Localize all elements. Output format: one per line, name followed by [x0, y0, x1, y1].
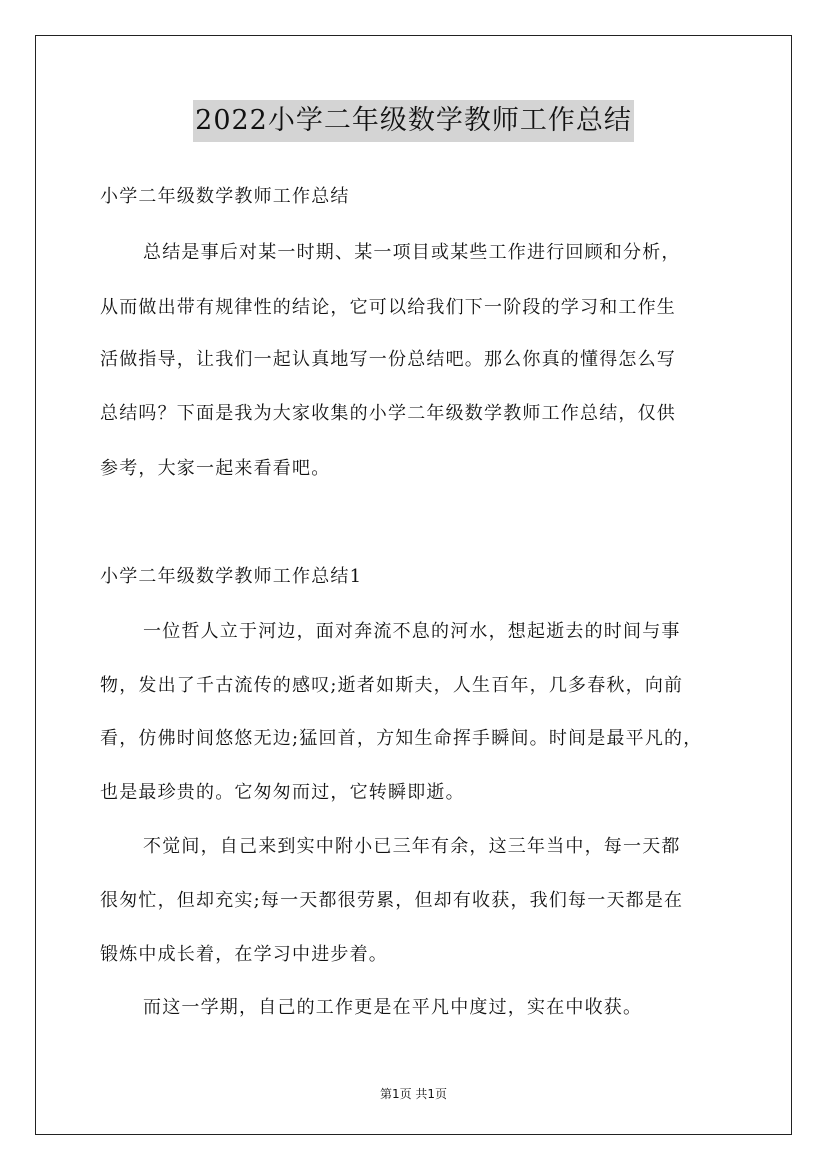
paragraph-line: 很匆忙，但却充实;每一天都很劳累，但却有收获，我们每一天都是在 — [100, 890, 684, 911]
page-footer: 第1页 共1页 — [379, 1087, 448, 1101]
paragraph-line: 锻炼中成长着，在学习中进步着。 — [100, 944, 388, 965]
paragraph-line: 总结吗？下面是我为大家收集的小学二年级数学教师工作总结，仅供 — [100, 403, 676, 424]
section-heading: 小学二年级数学教师工作总结1 — [100, 566, 363, 587]
paragraph-line: 看，仿佛时间悠悠无边;猛回首，方知生命挥手瞬间。时间是最平凡的， — [100, 728, 703, 749]
paragraph-line: 活做指导，让我们一起认真地写一份总结吧。那么你真的懂得怎么写 — [100, 349, 676, 370]
paragraph-line: 参考，大家一起来看看吧。 — [100, 458, 331, 479]
section-heading: 小学二年级数学教师工作总结 — [100, 186, 350, 207]
paragraph-line: 而这一学期，自己的工作更是在平凡中度过，实在中收获。 — [143, 997, 643, 1018]
paragraph-line: 物，发出了千古流传的感叹;逝者如斯夫，人生百年，几多春秋，向前 — [100, 675, 684, 696]
title-container — [0, 100, 827, 142]
paragraph-line: 从而做出带有规律性的结论，它可以给我们下一阶段的学习和工作生 — [100, 297, 676, 318]
paragraph-line: 总结是事后对某一时期、某一项目或某些工作进行回顾和分析， — [143, 242, 681, 263]
paragraph-line: 一位哲人立于河边，面对奔流不息的河水，想起逝去的时间与事 — [143, 621, 681, 642]
paragraph-line: 不觉间，自己来到实中附小已三年有余，这三年当中，每一天都 — [143, 836, 681, 857]
document-title: 2022小学二年级数学教师工作总结 — [193, 100, 634, 142]
paragraph-line: 也是最珍贵的。它匆匆而过，它转瞬即逝。 — [100, 782, 465, 803]
